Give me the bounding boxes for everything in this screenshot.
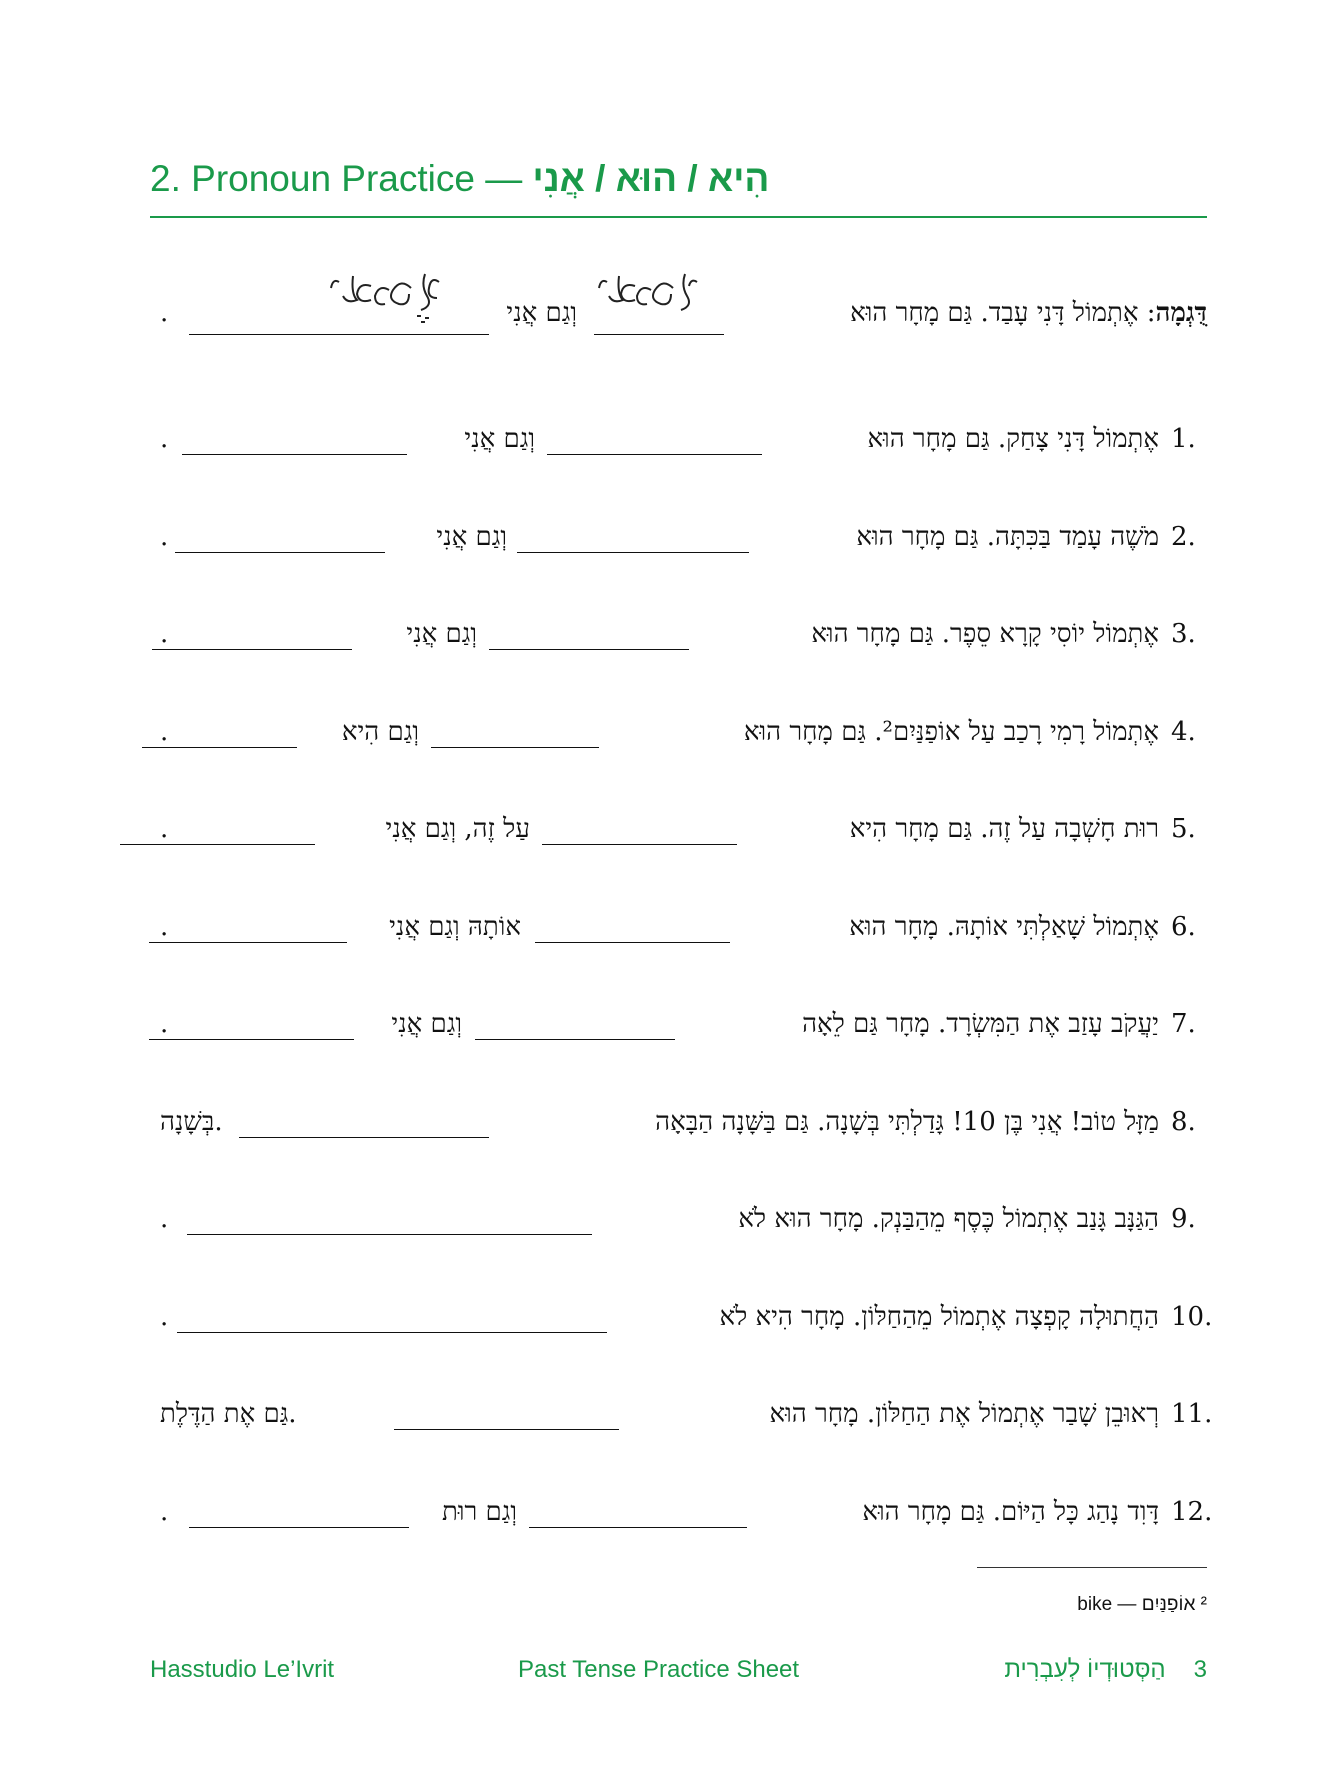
item-blank-2[interactable]	[152, 649, 352, 650]
item-blank-2[interactable]	[182, 454, 407, 455]
item-text: אֶתְמוֹל דָּנִי צָחַק. גַּם מָחָר הוּא	[867, 424, 1159, 454]
item-connector: וְגַם אֲנִי	[391, 1009, 462, 1039]
heading-pronouns: הִיא / הוּא / אֲנִי	[532, 158, 770, 199]
item-blank-2[interactable]	[189, 1527, 409, 1528]
example-line	[150, 290, 1207, 350]
item-number: 12.	[1171, 1496, 1213, 1527]
item-end: .	[160, 911, 169, 942]
exercise-item-5	[150, 800, 1207, 898]
exercise-item-9	[150, 1190, 1207, 1288]
example-handwritten-answer-1	[597, 268, 707, 324]
item-connector: וְגַם אֲנִי	[406, 619, 477, 649]
item-blank-1[interactable]	[394, 1429, 619, 1430]
item-end: .	[160, 424, 169, 454]
item-number: 1.	[1171, 424, 1196, 454]
item-text: הַגַּנָּב גָּנַב אֶתְמוֹל כֶּסֶף מֵהַבַּנְק. מָחָר הוּא לֹא	[738, 1204, 1159, 1234]
item-number: 3.	[1171, 619, 1196, 649]
item-text: דָּוִד נָהַג כָּל הַיּוֹם. גַּם מָחָר הוּא	[862, 1496, 1159, 1527]
item-number: 2.	[1171, 521, 1196, 552]
example-label: דֻּגְמָה	[1155, 298, 1207, 328]
example-sentence: : אֶתְמוֹל דָּנִי עָבַד. גַּם מָחָר הוּא	[850, 298, 1156, 328]
item-text: אֶתְמוֹל שָׁאַלְתִּי אוֹתָהּ. מָחָר הוּא	[849, 911, 1159, 942]
item-blank-1[interactable]	[475, 1039, 675, 1040]
item-text: אֶתְמוֹל יוֹסִי קָרָא סֵפֶר. גַּם מָחָר הוּא	[811, 619, 1159, 649]
exercise-item-12	[150, 1483, 1213, 1581]
item-connector: וְגַם אֲנִי	[436, 521, 507, 552]
item-end: .	[160, 1301, 169, 1332]
heading-divider	[150, 216, 1207, 218]
item-blank-1[interactable]	[542, 844, 737, 845]
exercise-item-4	[150, 703, 1207, 801]
item-blank-1[interactable]	[489, 649, 689, 650]
footer-hebrew-brand	[1004, 1656, 1207, 1684]
item-number: 7.	[1171, 1009, 1196, 1039]
item-text: רְאוּבֵן שָׁבַר אֶתְמוֹל אֶת הַחַלּוֹן. מָחָר הוּא	[769, 1399, 1159, 1429]
item-number: 9.	[1171, 1204, 1196, 1234]
exercise-item-1	[150, 410, 1207, 508]
exercise-item-7	[150, 995, 1207, 1093]
item-blank-2[interactable]	[175, 552, 385, 553]
example-connector: וְגַם אֲנִי	[506, 298, 577, 328]
item-blank-2[interactable]	[142, 747, 297, 748]
item-end: .	[160, 814, 169, 844]
item-blank-2[interactable]	[149, 1039, 354, 1040]
item-number: 4.	[1171, 716, 1196, 747]
exercise-item-2	[150, 508, 1207, 606]
item-blank-1[interactable]	[547, 454, 762, 455]
example-text	[850, 298, 1207, 328]
footer-hebrew-text: הַסְּטוּדְיוֹ לְעִבְרִית	[1004, 1656, 1166, 1683]
example-blank-2[interactable]	[189, 334, 489, 335]
item-end: גַּם אֶת הַדֶּלֶת.	[160, 1399, 297, 1429]
page-number: 3	[1193, 1656, 1207, 1683]
item-text: הַחֲתוּלָה קָפְצָה אֶתְמוֹל מֵהַחַלּוֹן. מָחָר הִיא לֹא	[719, 1301, 1159, 1332]
item-blank-1[interactable]	[535, 942, 730, 943]
item-blank-2[interactable]	[120, 844, 315, 845]
item-end: .	[160, 1009, 169, 1039]
footnote: ² אוֹפַנַּיִם — bike	[1077, 1594, 1207, 1615]
item-connector: עַל זֶה, וְגַם אֲנִי	[385, 814, 530, 844]
exercise-item-6	[150, 898, 1207, 996]
item-blank-1[interactable]	[431, 747, 599, 748]
item-number: 5.	[1171, 814, 1196, 844]
item-text: אֶתְמוֹל רָמִי רָכַב עַל אוֹפַנַּיִם². גַּם מָחָר הוּא	[743, 716, 1159, 747]
item-blank-2[interactable]	[149, 942, 347, 943]
item-end: בְּשָׁנָה.	[160, 1106, 223, 1137]
item-end: .	[160, 716, 169, 747]
item-connector: וְגַם הִיא	[341, 716, 419, 747]
item-number: 11.	[1171, 1399, 1213, 1429]
item-end: .	[160, 1496, 169, 1527]
item-number: 8.	[1171, 1106, 1196, 1137]
item-text: יַעֲקֹב עָזַב אֶת הַמִּשְׂרָד. מָחָר גַּם לֵאָה	[802, 1009, 1159, 1039]
item-connector: אוֹתָהּ וְגַם אֲנִי	[389, 911, 521, 942]
exercise-list	[150, 410, 1213, 1580]
exercise-item-3	[150, 605, 1207, 703]
item-end: .	[160, 1204, 169, 1234]
item-text: רוּת חָשְׁבָה עַל זֶה. גַּם מָחָר הִיא	[849, 814, 1159, 844]
exercise-item-11	[150, 1385, 1213, 1483]
item-connector: וְגַם רוּת	[441, 1496, 517, 1527]
example-end: .	[160, 298, 169, 328]
exercise-item-10	[150, 1288, 1213, 1386]
item-text: מֹשֶׁה עָמַד בַּכִּתָּה. גַּם מָחָר הוּא	[856, 521, 1159, 552]
item-number: 10.	[1171, 1301, 1213, 1332]
heading-title: 2. Pronoun Practice —	[150, 158, 523, 199]
page-heading	[150, 158, 1207, 200]
item-connector: וְגַם אֲנִי	[464, 424, 535, 454]
item-text: מַזָּל טוֹב! אֲנִי בֶּן 10! גָּדַלְתִּי בְּשָׁנָה. גַּם בַּשָּׁנָה הַבָּאָה	[655, 1106, 1159, 1137]
footer-title: Past Tense Practice Sheet	[518, 1656, 800, 1683]
footnote-divider	[977, 1567, 1207, 1568]
item-blank-1[interactable]	[177, 1332, 607, 1333]
footer-brand: Hasstudio Le’Ivrit	[150, 1656, 335, 1683]
item-blank-1[interactable]	[517, 552, 749, 553]
item-end: .	[160, 521, 169, 552]
item-blank-1[interactable]	[529, 1527, 747, 1528]
example-handwritten-answer-2	[327, 268, 447, 328]
item-blank-1[interactable]	[187, 1234, 592, 1235]
example-blank-1[interactable]	[594, 334, 724, 335]
item-end: .	[160, 619, 169, 649]
item-blank-1[interactable]	[239, 1137, 489, 1138]
item-number: 6.	[1171, 911, 1196, 942]
exercise-item-8	[150, 1093, 1207, 1191]
